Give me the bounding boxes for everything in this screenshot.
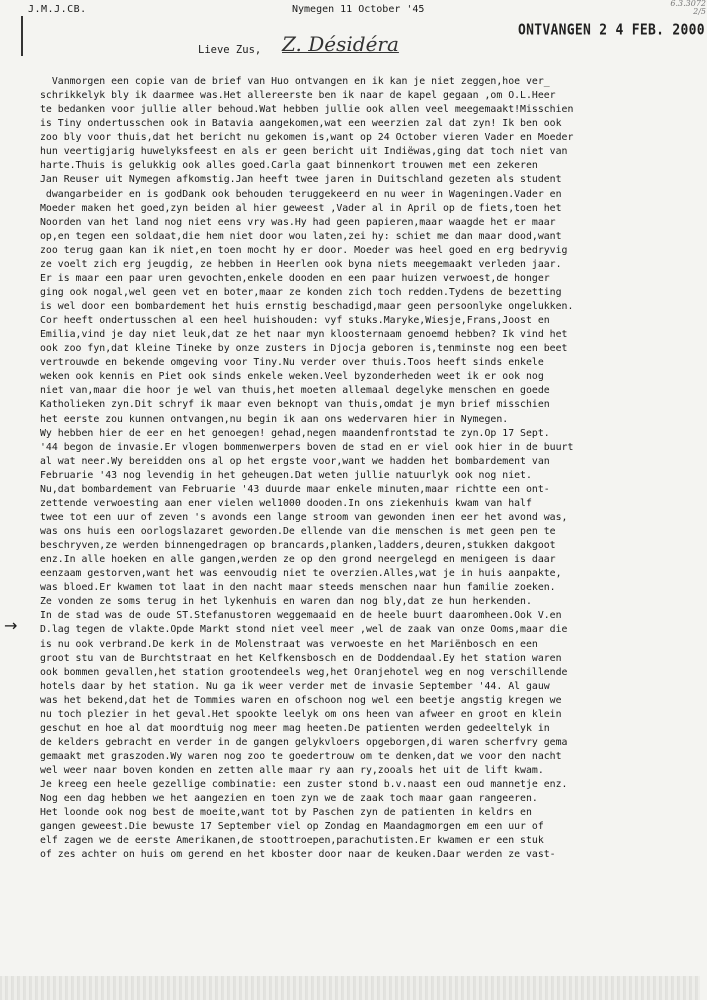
letter-line: Jan Reuser uit Nymegen afkomstig.Jan heeft twee jaren in Duitschland gezeten als student bbox=[40, 174, 562, 186]
letter-line: Ze vonden ze soms terug in het lykenhuis en waren dan nog bly,dat ze hun herkenden. bbox=[40, 596, 532, 608]
letter-line: Emilia,vind je day niet leuk,dat ze het naar myn kloosternaam genoemd hebben? Ik vind het bbox=[40, 329, 568, 341]
letter-line: op,en tegen een soldaat,die hem niet door wou laten,zei hy: schiet me dan maar dood,want bbox=[40, 230, 562, 242]
letter-line: was bloed.Er kwamen tot laat in den nacht maar steeds menschen naar hun familie zoeken. bbox=[40, 582, 556, 594]
scan-artifact-strip bbox=[0, 976, 700, 1000]
letter-line: Nu,dat bombardement van Februarie '43 duurde maar enkele minuten,maar richtte een ont- bbox=[40, 483, 550, 495]
letter-line: was het bekend,dat het de Tommies waren en ofschoon nog wel een beetje angstig kregen we bbox=[40, 694, 562, 706]
letter-line: zoo terug gaan kan ik niet,en toen mocht hy er door. Moeder was heel goed en erg bedryvig bbox=[40, 244, 568, 256]
sender-initials: J.M.J.CB. bbox=[28, 4, 87, 15]
letter-line: gangen geweest.Die bewuste 17 September viel op Zondag en Maandagmorgen em een uur of bbox=[40, 821, 544, 833]
archive-number: 6.3.3072 2/5 bbox=[670, 0, 706, 16]
letter-line: Moeder maken het goed,zyn beiden al hier geweest ,Vader al in April op de fiets,toen het bbox=[40, 202, 562, 214]
handwritten-name bbox=[282, 32, 399, 56]
letter-line: '44 begon de invasie.Er vlogen bommenwerpers boven de stad en er viel ook hier in de buurt bbox=[40, 441, 574, 453]
letter-line: hotels daar by het station. Nu ga ik weer verder met de invasie September '44. Al gauw bbox=[40, 680, 550, 692]
letter-line: twee tot een uur of zeven 's avonds een lange stroom van gewonden inen eer het avond was, bbox=[40, 511, 568, 523]
letter-line: het eerste zou kunnen ontvangen,nu begin ik aan ons wedervaren hier in Nymegen. bbox=[40, 413, 509, 425]
letter-line: weken ook kennis en Piet ook sinds enkele weken.Veel byzonderheden weet ik er ook nog bbox=[40, 371, 544, 383]
received-stamp: ONTVANGEN 2 4 FEB. 2000 bbox=[518, 22, 705, 40]
letter-line: Februarie '43 nog levendig in het geheugen.Dat weten jullie natuurlyk ook nog niet. bbox=[40, 469, 532, 481]
letter-line: is wel door een bombardement het huis ernstig beschadigd,maar geen persoonlyke ongelukken. bbox=[40, 301, 574, 312]
letter-body bbox=[40, 75, 707, 863]
letter-line: harte.Thuis is gelukkig ook alles goed.Carla gaat binnenkort trouwen met een zekeren bbox=[40, 160, 538, 172]
place-date: Nymegen 11 October '45 bbox=[292, 4, 425, 15]
letter-line: ook zoo fyn,dat kleine Tineke by onze zusters in Djocja geboren is,tenminste nog een beet bbox=[40, 343, 568, 355]
letter-line: D.lag tegen de vlakte.Opde Markt stond niet veel meer ,wel de zaak van onze Ooms,maar die bbox=[40, 624, 568, 636]
letter-line: Nog een dag hebben we het aangezien en toen zyn we de zaak toch maar gaan rangeeren. bbox=[40, 793, 538, 805]
letter-line: Cor heeft ondertusschen al een heel huishouden: vyf stuks.Maryke,Wiesje,Frans,Joost en bbox=[40, 315, 550, 327]
letter-line: de kelders gebracht en verder in de gangen gelykvloers opgeborgen,di waren scherfvry gema bbox=[40, 736, 568, 748]
letter-line: Het loonde ook nog best de moeite,want tot by Paschen zyn de patienten in keldrs en bbox=[40, 807, 532, 819]
letter-line: zettende verwoesting aan ener vielen wel1000 dooden.In ons ziekenhuis kwam van half bbox=[40, 497, 532, 509]
letter-line: wel weer naar boven konden en zetten alle maar ry aan ry,zooals het uit de lift kwam. bbox=[40, 765, 544, 777]
letter-line: dwangarbeider en is godDank ook behouden teruggekeerd en nu weer in Wageningen.Vader en bbox=[40, 188, 562, 200]
margin-arrow-icon: → bbox=[4, 616, 18, 635]
letter-line: of zes achter on huis om gerend en het kboster door naar de keuken.Daar werden ze vast- bbox=[40, 849, 556, 861]
letter-line: In de stad was de oude ST.Stefanustoren weggemaaid en de heele buurt daaromheen.Ook V.en bbox=[40, 610, 562, 622]
letter-line: gemaakt met graszoden.Wy waren nog zoo te goedertrouw om te denken,dat we voor den nacht bbox=[40, 751, 562, 762]
letter-line: is nu ook verbrand.De kerk in de Molenstraat was verwoeste en het Mariënbosch en een bbox=[40, 638, 538, 650]
letter-line: ook bommen gevallen,het station grootendeels weg,het Oranjehotel weg en nog verschillende bbox=[40, 666, 568, 678]
letter-line: te bedanken voor jullie aller behoud.Wat hebben jullie ook allen veel meegemaakt!Misschien bbox=[40, 104, 574, 116]
letter-line: zoo bly voor thuis,dat het bericht nu gekomen is,want op 24 October vieren Vader en Moeder bbox=[40, 132, 574, 144]
letter-line: hun veertigjarig huwelyksfeest en als er geen bericht uit Indiëwas,ging dat toch niet van bbox=[40, 146, 568, 158]
letter-line: elf zagen we de eerste Amerikanen,de stoottroepen,parachutisten.Er kwamen er een stuk bbox=[40, 835, 544, 847]
letter-line: vertrouwde en bekende omgeving voor Tiny.Nu verder over thuis.Toos heeft sinds enkele bbox=[40, 357, 544, 369]
salutation: Lieve Zus, bbox=[198, 44, 262, 56]
letter-line: Er is maar een paar uren gevochten,enkele dooden en een paar huizen verwoest,de honger bbox=[40, 272, 550, 284]
letter-line: nu toch plezier in het geval.Het spookte leelyk om ons heen van afweer en groot en klein bbox=[40, 708, 562, 720]
letter-line: is Tiny ondertusschen ook in Batavia aangekomen,wat een weerzien zal dat zyn! Ik ben ook bbox=[40, 118, 562, 130]
letter-line: Katholieken zyn.Dit schryf ik maar even beknopt van thuis,omdat je myn brief misschien bbox=[40, 399, 550, 411]
letter-line: was ons huis een oorlogslazaret geworden.De ellende van die menschen is met geen pen te bbox=[40, 526, 556, 537]
letter-line: groot stu van de Burchtstraat en het Kelfkensbosch en de Doddendaal.Ey het station waren bbox=[40, 652, 562, 664]
handwritten-name-text: Z. Désidéra bbox=[282, 32, 399, 56]
letter-line: ging ook nogal,wel geen vet en boter,maar ze konden zich toch redden.Tydens de bezetting bbox=[40, 286, 562, 298]
letter-line: Vanmorgen een copie van de brief van Huo ontvangen en ik kan je niet zeggen,hoe ver_ bbox=[40, 76, 550, 87]
letter-line: al wat neer.Wy bereidden ons al op het ergste voor,want we hadden het bombardement van bbox=[40, 455, 550, 467]
letter-line: niet van,maar die hoor je wel van thuis,het moeten allemaal degelyke menschen en goede bbox=[40, 385, 550, 397]
letter-line: Noorden van het land nog niet eens vry was.Hy had geen papieren,maar waagde het er maar bbox=[40, 216, 556, 228]
letter-line: beschryven,ze werden binnengedragen op brancards,planken,ladders,deuren,stukken dakgoot bbox=[40, 540, 556, 552]
letter-line: Wy hebben hier de eer en het genoegen! gehad,negen maandenfrontstad te zyn.Op 17 Sept. bbox=[40, 427, 550, 439]
letter-line: eenzaam gestorven,want het was eenvoudig niet te overzien.Alles,wat je in huis aanpakte, bbox=[40, 568, 562, 580]
letter-line: enz.In alle hoeken en alle gangen,werden ze op den grond neergelegd en menigeen is daar bbox=[40, 554, 556, 566]
letter-line: Je kreeg een heele gezellige combinatie: een zuster stond b.v.naast een oud mannetje enz. bbox=[40, 779, 568, 791]
letter-line: geschut en hoe al dat moordtuig nog meer mag heeten.De patienten werden gedeeltelyk in bbox=[40, 722, 550, 734]
letter-line: ze voelt zich erg jeugdig, ze hebben in Heerlen ook byna niets meegemaakt verleden jaar. bbox=[40, 258, 562, 270]
letter-line: schrikkelyk bly ik daarmee was.Het allereerste ben ik naar de kapel gegaan ,om O.L.Heer bbox=[40, 90, 556, 102]
margin-rule bbox=[21, 16, 23, 56]
